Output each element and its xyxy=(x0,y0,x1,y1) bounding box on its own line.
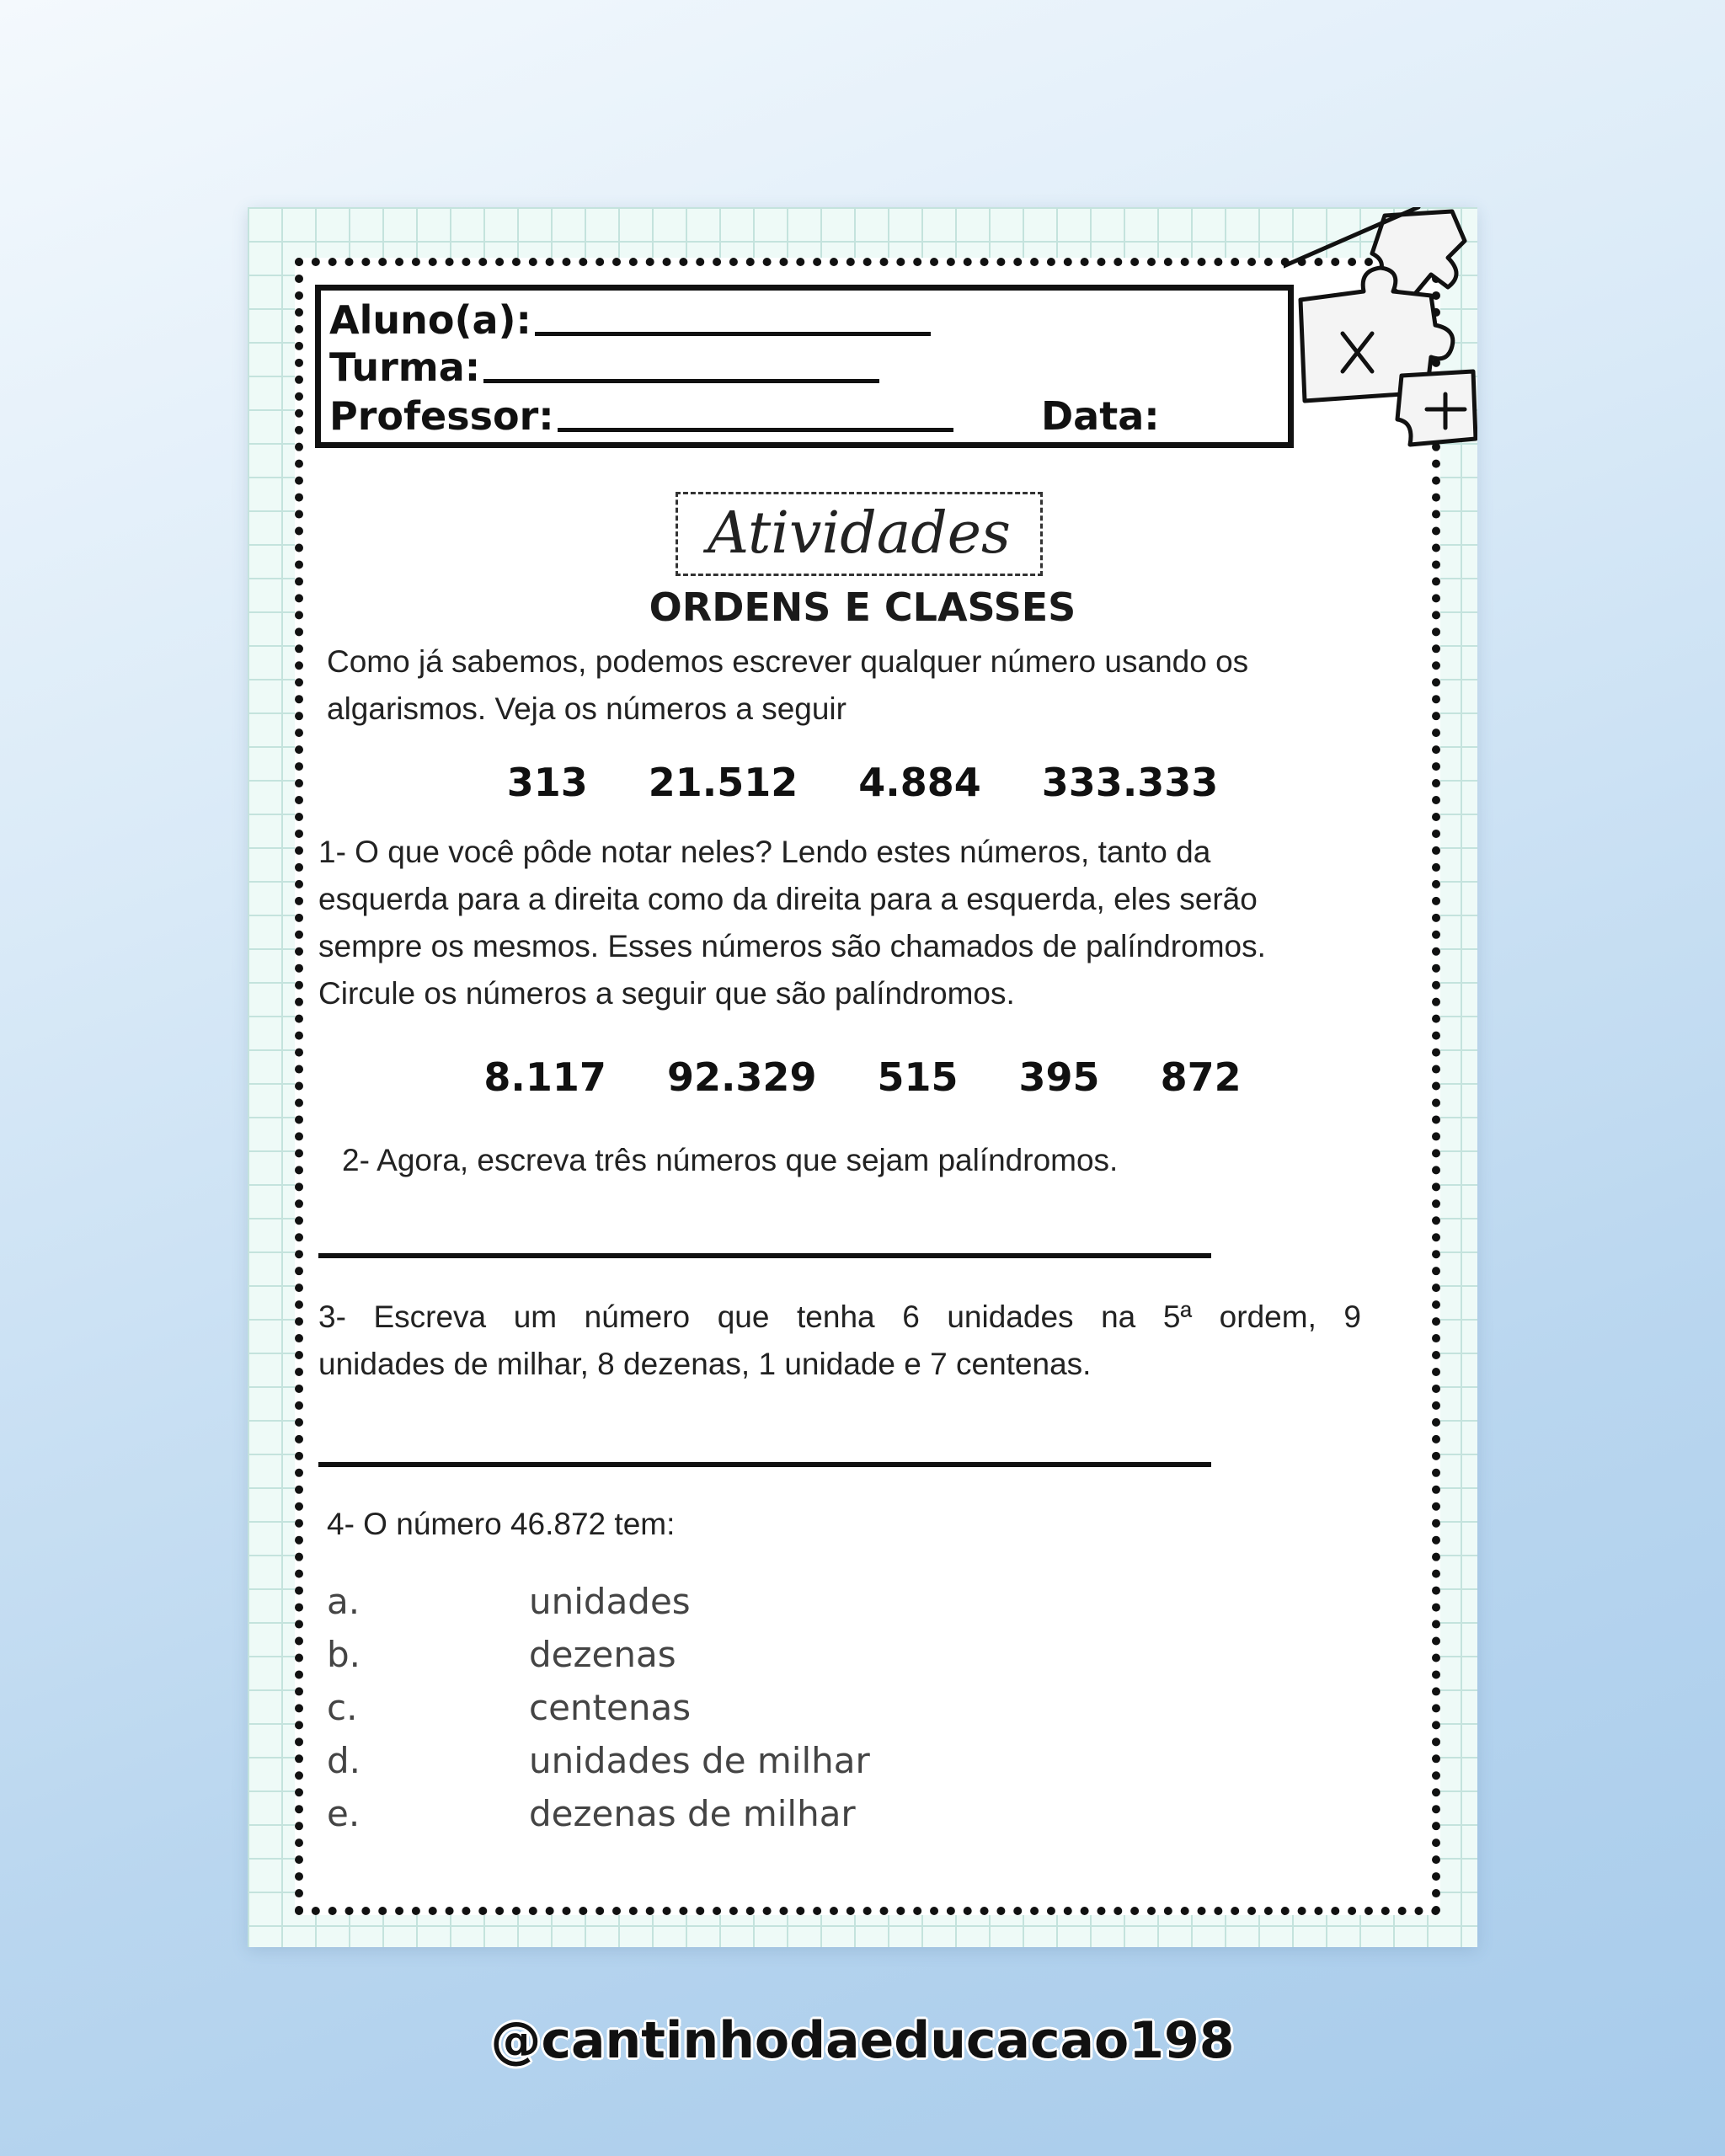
candidate-number[interactable]: 92.329 xyxy=(666,1054,817,1100)
question-3 xyxy=(318,1294,1361,1388)
activity-title: Atividades xyxy=(676,492,1043,576)
teacher-label: Professor: xyxy=(329,393,554,439)
class-line xyxy=(483,378,879,383)
option-label: centenas xyxy=(529,1687,692,1728)
option-label: unidades xyxy=(529,1581,691,1622)
student-label: Aluno(a): xyxy=(329,297,531,343)
intro-line-1: Como já sabemos, podemos escrever qualquer número usando os xyxy=(327,644,1249,679)
teacher-line xyxy=(558,427,953,432)
q1-line-2: esquerda para a direita como da direita para a esquerda, eles serão xyxy=(318,882,1258,916)
option-label: dezenas de milhar xyxy=(529,1793,856,1834)
worksheet xyxy=(248,207,1477,1947)
q1-line-3: sempre os mesmos. Esses números são chamados de palíndromos. xyxy=(318,929,1266,963)
puzzle-pieces-icon xyxy=(1284,207,1477,460)
option-letter: c. xyxy=(327,1687,358,1728)
option-row xyxy=(327,1787,870,1840)
q3-answer-line[interactable] xyxy=(318,1462,1211,1467)
student-info-box xyxy=(315,285,1294,448)
instagram-handle: @cantinhodaeducacao198 xyxy=(490,2011,1235,2070)
option-letter: b. xyxy=(327,1634,361,1675)
question-1 xyxy=(318,829,1266,1017)
date-label: Data: xyxy=(1041,393,1160,439)
candidate-number[interactable]: 872 xyxy=(1160,1054,1242,1100)
option-label: dezenas xyxy=(529,1634,676,1675)
worksheet-subtitle: ORDENS E CLASSES xyxy=(649,584,1076,630)
option-row xyxy=(327,1734,870,1787)
candidate-number[interactable]: 515 xyxy=(877,1054,959,1100)
student-line xyxy=(535,331,931,336)
candidate-number[interactable]: 8.117 xyxy=(483,1054,606,1100)
option-letter: a. xyxy=(327,1581,360,1622)
option-letter: d. xyxy=(327,1740,361,1781)
option-row xyxy=(327,1628,870,1681)
example-number: 4.884 xyxy=(858,760,981,805)
option-row xyxy=(327,1681,870,1734)
q3-line-2: unidades de milhar, 8 dezenas, 1 unidade e 7 centenas. xyxy=(318,1347,1092,1381)
intro-line-2: algarismos. Veja os números a seguir xyxy=(327,691,846,726)
palindrome-candidates xyxy=(248,1054,1477,1100)
option-row xyxy=(327,1575,870,1628)
intro-paragraph xyxy=(327,638,1248,733)
example-numbers xyxy=(248,760,1477,805)
class-label: Turma: xyxy=(329,344,481,390)
q1-line-1: 1- O que você pôde notar neles? Lendo estes números, tanto da xyxy=(318,835,1211,869)
q2-answer-line[interactable] xyxy=(318,1253,1211,1258)
option-letter: e. xyxy=(327,1793,360,1834)
q4-options xyxy=(327,1575,870,1840)
example-number: 313 xyxy=(506,760,588,805)
q3-line-1: 3- Escreva um número que tenha 6 unidades na 5ª ordem, 9 xyxy=(318,1299,1361,1334)
question-2: 2- Agora, escreva três números que sejam palíndromos. xyxy=(342,1143,1119,1177)
option-label: unidades de milhar xyxy=(529,1740,870,1781)
question-4: 4- O número 46.872 tem: xyxy=(327,1507,676,1541)
candidate-number[interactable]: 395 xyxy=(1018,1054,1100,1100)
example-number: 21.512 xyxy=(648,760,798,805)
q1-line-4: Circule os números a seguir que são palíndromos. xyxy=(318,976,1015,1011)
example-number: 333.333 xyxy=(1041,760,1219,805)
